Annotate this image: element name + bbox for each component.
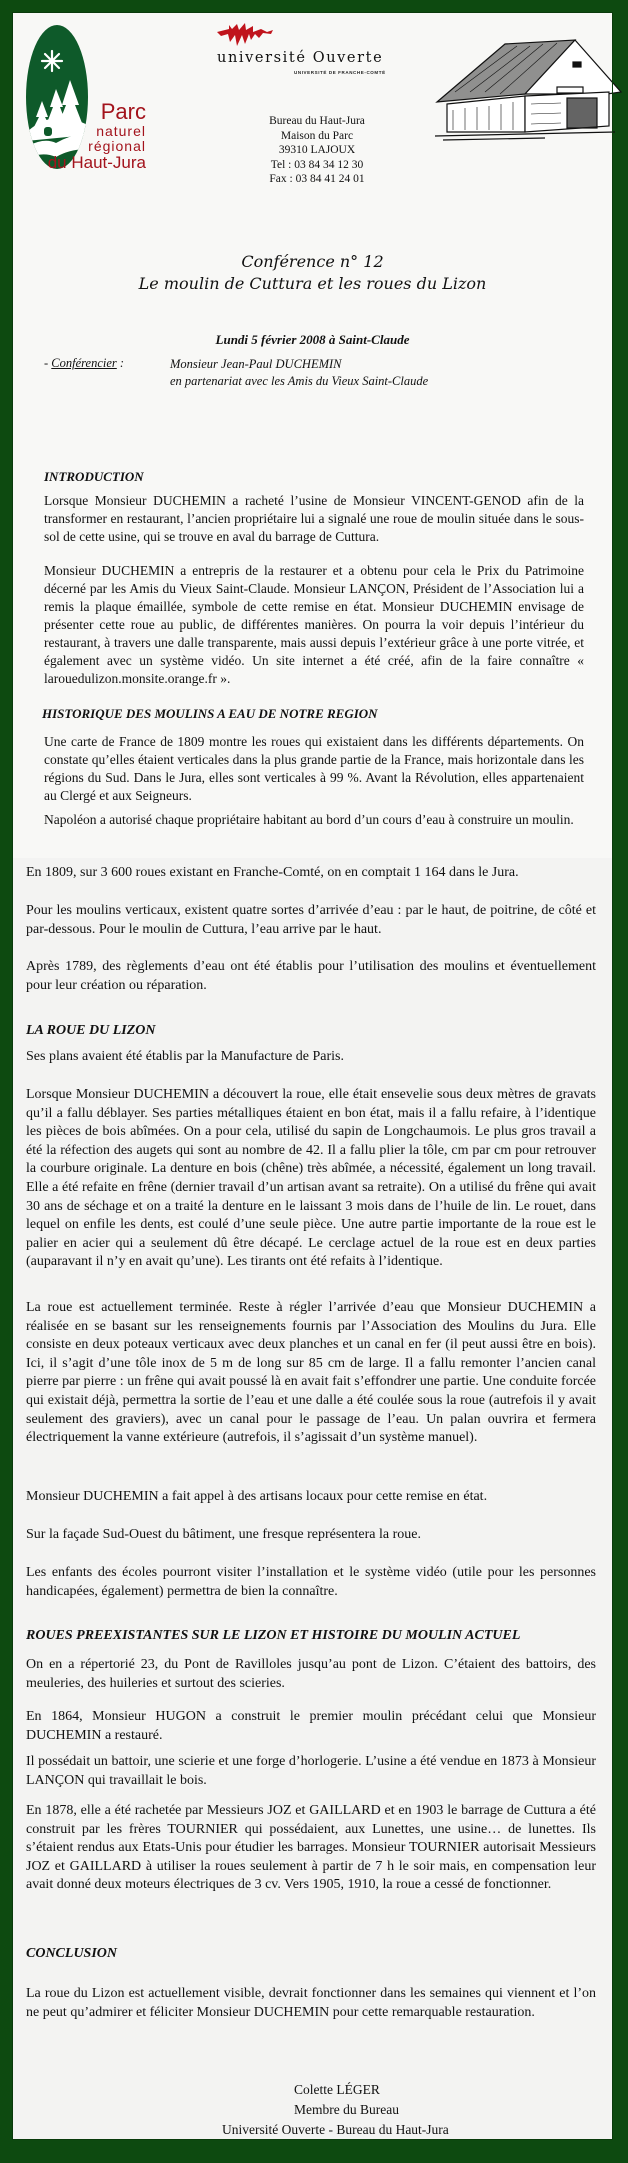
university-subtitle: UNIVERSITÉ DE FRANCHE-COMTÉ: [294, 70, 386, 75]
section-heading-conclusion: CONCLUSION: [26, 1946, 118, 1961]
speaker-partnership: en partenariat avec les Amis du Vieux Saint-Claude: [170, 374, 429, 388]
address-phone: Tel : 03 84 34 12 30: [270, 158, 364, 171]
paragraph: Monsieur DUCHEMIN a entrepris de la restaurer et a obtenu pour cela le Prix du Patrimoine décerné par les Amis du Vieux Saint-Claude. Monsieur LANÇON, Président de l’Association lui a remis la plaque émaillée, symbole de cette remise en état. Monsieur DUCHEMIN envisage de présenter cette roue au public, de différentes manières. On pourra la voir depuis l’intérieur du restaurant, à travers une dalle transparente, mais aussi depuis l’extérieur grâce à une porte vitrée, et également avec un système vidéo. Un site internet a été créé, afin de la faire connaître « larouedulizon.monsite.orange.fr ».: [44, 563, 584, 686]
address-fax: Fax : 03 84 41 24 01: [269, 173, 365, 185]
section-heading-roue: LA ROUE DU LIZON: [26, 1023, 156, 1038]
signature-organization: Université Ouverte - Bureau du Haut-Jura: [222, 2122, 449, 2137]
conference-date: Lundi 5 février 2008 à Saint-Claude: [215, 332, 410, 347]
park-name-line: du Haut-Jura: [47, 153, 146, 172]
paragraph: Après 1789, des règlements d’eau ont été établis pour l’utilisation des moulins et éventuellement pour leur création ou réparation.: [26, 959, 596, 993]
address-city: 39310 LAJOUX: [278, 144, 356, 156]
paragraph: En 1864, Monsieur HUGON a construit le premier moulin précédant celui que Monsieur DUCHEMIN a restauré.: [26, 1709, 596, 1743]
speaker-label-text: Conférencier: [51, 356, 117, 370]
address-office: Bureau du Haut-Jura: [269, 115, 365, 127]
paragraph: Une carte de France de 1809 montre les roues qui existaient dans les différents départements. On constate qu’elles étaient verticales dans la plus grande partie de la France, mais horizontale dans les régions du Sud. Dans le Jura, elles sont verticales à 99 %. Avant la Révolution, elles appartenaient au Clergé et aux Seigneurs.: [44, 734, 584, 803]
speaker-label-prefix: -: [44, 356, 52, 370]
conference-title: Le moulin de Cuttura et les roues du Lizon: [138, 274, 487, 293]
park-name-line: naturel: [96, 123, 146, 139]
paragraph: Pour les moulins verticaux, existent quatre sortes d’arrivée d’eau : par le haut, de poitrine, de côté et par-dessous. Pour le moulin de Cuttura, l’eau arrive par le haut.: [26, 903, 596, 937]
speaker-label-suffix: :: [116, 356, 125, 370]
park-name-line: régional: [88, 138, 146, 154]
conference-number: Conférence n° 12: [241, 252, 384, 271]
paragraph: La roue du Lizon est actuellement visible, devrait fonctionner dans les semaines qui viennent et l’on ne peut qu’admirer et féliciter Monsieur DUCHEMIN pour cette remarquable restauration.: [26, 1986, 596, 2020]
section-heading-roues-preexistantes: ROUES PREEXISTANTES SUR LE LIZON ET HISTOIRE DU MOULIN ACTUEL: [26, 1628, 521, 1643]
section-heading-historique: HISTORIQUE DES MOULINS A EAU DE NOTRE REGION: [42, 706, 378, 721]
paragraph: Ses plans avaient été établis par la Manufacture de Paris.: [26, 1049, 344, 1064]
university-name: université Ouverte: [217, 50, 384, 66]
paragraph: En 1809, sur 3 600 roues existant en Franche-Comté, on en comptait 1 164 dans le Jura.: [26, 865, 519, 880]
paragraph: Lorsque Monsieur DUCHEMIN a racheté l’usine de Monsieur VINCENT-GENOD afin de la transformer en restaurant, l’ancien propriétaire lui a signalé une roue de moulin située dans le sous-sol de cette usine, qui se trouve en aval du barrage de Cuttura.: [44, 493, 584, 544]
paragraph: En 1878, elle a été rachetée par Messieurs JOZ et GAILLARD et en 1903 le barrage de Cuttura a été construit par les frères TOURNIER qui possédaient, aux Lunettes, une usine… de lunettes. Ils s’étaient rendus aux Etats-Unis pour étudier les barrages. Monsieur TOURNIER autorisait Messieurs JOZ et GAILLARD à utiliser la roues seulement à partir de 7 h le soir mais, en compensation leur avait donné deux moteurs électriques de 3 cv. Vers 1905, 1910, la roue a cessé de fonctionner.: [26, 1803, 596, 1893]
section-heading-introduction: INTRODUCTION: [44, 469, 144, 484]
paragraph: Il possédait un battoir, une scierie et une forge d’horlogerie. L’usine a été vendue en 1873 à Monsieur LANÇON qui travaillait le bois.: [26, 1754, 596, 1788]
signature-name: Colette LÉGER: [294, 2082, 380, 2097]
park-name-line: Parc: [100, 99, 146, 124]
paragraph: On en a répertorié 23, du Pont de Ravilloles jusqu’au pont de Lizon. C’étaient des battoirs, des meuleries, des huileries et surtout des scieries.: [26, 1657, 596, 1691]
speaker-name: Monsieur Jean-Paul DUCHEMIN: [170, 357, 342, 371]
address-building: Maison du Parc: [280, 129, 354, 142]
paragraph: Les enfants des écoles pourront visiter l’installation et le système vidéo (utile pour les personnes handicapées, également) permettra de bien la connaître.: [26, 1565, 596, 1599]
paragraph: Napoléon a autorisé chaque propriétaire habitant au bord d’un cours d’eau à construire un moulin.: [44, 812, 574, 827]
paragraph: Monsieur DUCHEMIN a fait appel à des artisans locaux pour cette remise en état.: [26, 1489, 488, 1504]
page-frame: [12, 12, 613, 2140]
paragraph: Lorsque Monsieur DUCHEMIN a découvert la roue, elle était ensevelie sous deux mètres de gravats qu’il a fallu déblayer. Ses parties métalliques étaient en bon état, mais il a fallu refaire, à l’identique les pièces de bois abîmées. On a pour cela, utilisé du sapin de Longchaumois. Le plus gros travail a été la réfection des augets qui sont au nombre de 42. Il a fallu plier la tôle, cm par cm pour retrouver la courbure originale. La denture en bois (chêne) très abîmée, a nécessité, également un long travail. Elle a été refaite en frêne (dernier travail d’un artisan avant sa retraite). On a utilisé du frêne qui avait 30 ans de séchage et on a traité la denture en le laissant 3 mois dans de l’huile de lin. Le rouet, dans lequel on enfile les dents, est coulé d’une seule pièce. Une autre partie importante de la roue est le palier en acier qui a seulement dû être décapé. Le cerclage actuel de la roue est en deux parties (auparavant il n’y en avait qu’une). Les tirants ont été refaits à l’identique.: [26, 1087, 596, 1270]
paragraph: Sur la façade Sud-Ouest du bâtiment, une fresque représentera la roue.: [26, 1527, 421, 1542]
signature-role: Membre du Bureau: [294, 2102, 399, 2117]
paragraph: La roue est actuellement terminée. Reste à régler l’arrivée d’eau que Monsieur DUCHEMIN a réalisée en se basant sur les renseignements fournis par l’Association des Moulins du Jura. Elle consiste en deux poteaux verticaux avec deux planches et un canal en fer (il peut aussi être en bois). Ici, il s’agit d’une tôle inox de 5 m de long sur 85 cm de large. Il a fallu remonter l’ancien canal pierre par pierre : un frêne qui avait poussé là en avait fait s’effondrer une partie. Une conduite forcée qui existait déjà, permettra la sortie de l’eau et une dalle a été coulée sous la roue (autrefois il y avait seulement des graviers), avec un canal pour le passage de l’eau. Un palan ouvrira et fermera électriquement la vanne extérieure (autrefois, il s’agissait d’un système manuel).: [26, 1300, 596, 1446]
